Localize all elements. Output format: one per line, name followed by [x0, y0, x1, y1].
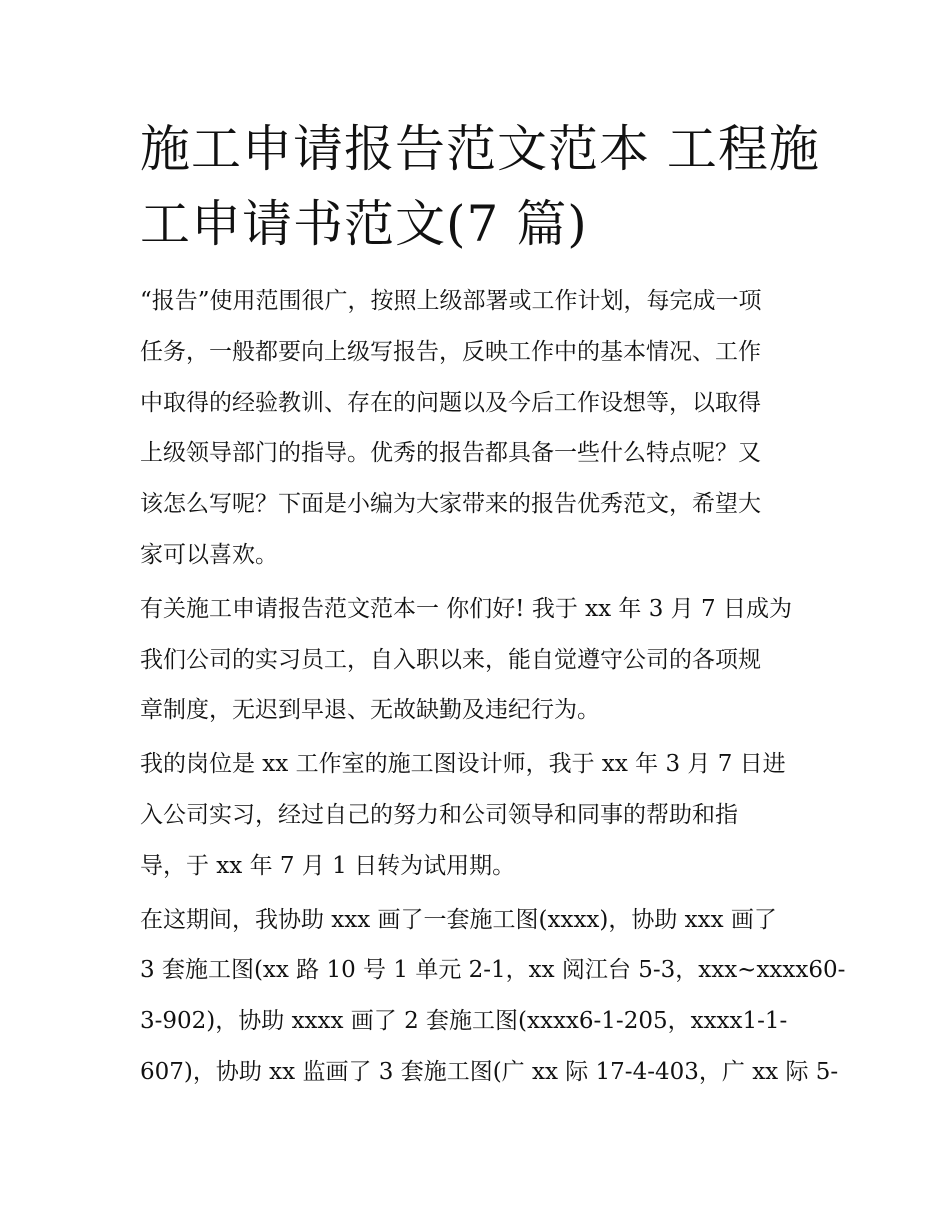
text-line: “报告”使用范围很广，按照上级部署或工作计划，每完成一项	[140, 288, 762, 314]
text-line: 3-902)，协助 xxxx 画了 2 套施工图(xxxx6-1-205，xxxx1-1-	[140, 1008, 788, 1035]
text-line: 入公司实习，经过自己的努力和公司领导和同事的帮助和指	[140, 801, 738, 828]
text-line: 任务，一般都要向上级写报告，反映工作中的基本情况、工作	[140, 338, 761, 365]
paragraph-intro	[140, 276, 820, 581]
text-line: 我们公司的实习员工，自入职以来，能自觉遵守公司的各项规	[140, 646, 761, 673]
text-line: 我的岗位是 xx 工作室的施工图设计师，我于 xx 年 3 月 7 日进	[140, 751, 786, 778]
text-line: 有关施工申请报告范文范本一 你们好! 我于 xx 年 3 月 7 日成为	[140, 595, 792, 622]
document-body	[140, 276, 846, 1101]
text-line: 在这期间，我协助 xxx 画了一套施工图(xxxx)，协助 xxx 画了	[140, 906, 777, 933]
text-line: 家可以喜欢。	[140, 541, 278, 568]
text-line: 上级领导部门的指导。优秀的报告都具备一些什么特点呢？又	[140, 440, 761, 467]
title-line-2: 工申请书范文(7 篇)	[140, 195, 588, 253]
text-line: 3 套施工图(xx 路 10 号 1 单元 2-1，xx 阅江台 5-3，xxx~xxxx60-	[140, 957, 846, 984]
document-title	[140, 112, 820, 262]
paragraph-work-record	[140, 895, 846, 1098]
text-line: 导，于 xx 年 7 月 1 日转为试用期。	[140, 852, 516, 879]
text-line: 中取得的经验教训、存在的问题以及今后工作设想等，以取得	[140, 389, 761, 416]
paragraph-sample-1	[140, 584, 820, 736]
title-line-1: 施工申请报告范文范本 工程施	[140, 120, 820, 178]
text-line: 607)，协助 xx 监画了 3 套施工图(广 xx 际 17-4-403，广 xx 际 5-	[140, 1058, 839, 1085]
text-line: 章制度，无迟到早退、无故缺勤及违纪行为。	[140, 697, 600, 724]
paragraph-position	[140, 739, 820, 891]
text-line: 该怎么写呢？下面是小编为大家带来的报告优秀范文，希望大	[140, 491, 761, 518]
